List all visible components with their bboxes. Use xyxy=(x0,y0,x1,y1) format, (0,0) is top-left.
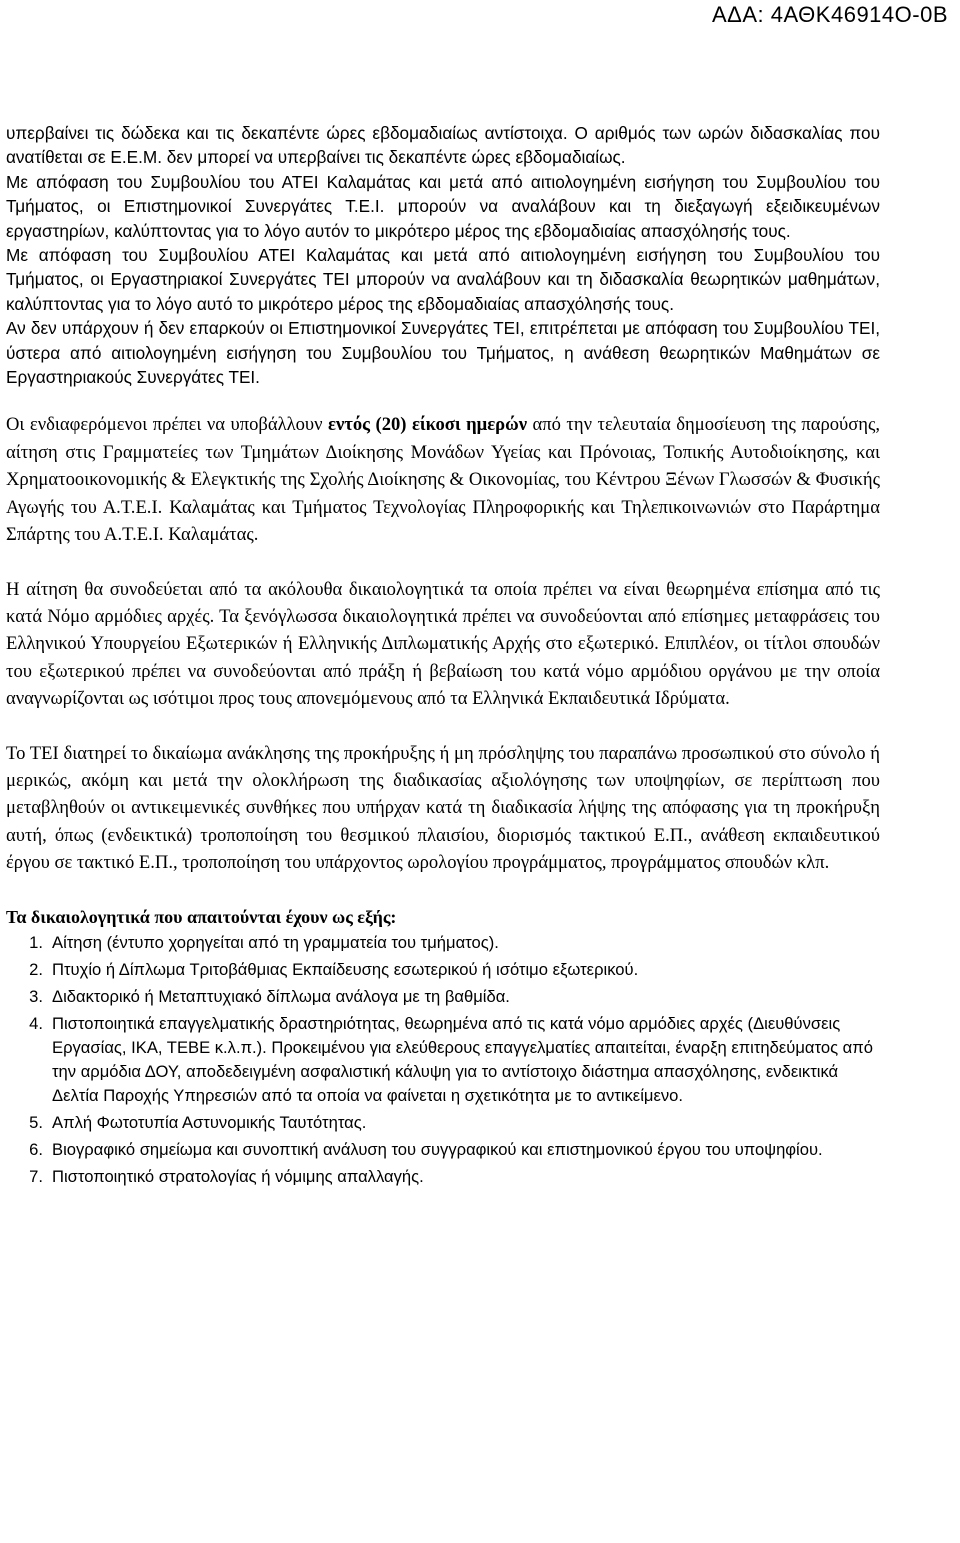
list-item-text: Πτυχίο ή Δίπλωμα Τριτοβάθμιας Εκπαίδευσης εσωτερικού ή ισότιμο εξωτερικού. xyxy=(52,959,639,979)
list-item-text: Βιογραφικό σημείωμα και συνοπτική ανάλυση του συγγραφικού και επιστημονικού έργου του υποψηφίου. xyxy=(52,1139,823,1159)
deadline-text-end: από την τελευταία δημοσίευση της παρούσης, αίτηση στις Γραμματείες των Τμημάτων Διοίκησης Μονάδων Υγείας και Πρόνοιας, Τοπικής Αυτοδιοίκησης, και Χρηματοοικονομικής & Ελεγκτικής της Σχολής Διοίκησης & Οικονομίας, του Κέντρου Ξένων Γλωσσών & Φυσικής Αγωγής του Α.Τ.Ε.Ι. Καλαμάτας και Τμήματος Τεχνολογίας Πληροφορικής και Τηλεπικοινωνιών στο Παράρτημα Σπάρτης του Α.Τ.Ε.Ι. Καλαμάτας. xyxy=(6,414,880,546)
list-item xyxy=(6,958,880,982)
paragraph-revocation-right: Το ΤΕΙ διατηρεί το δικαίωμα ανάκλησης της προκήρυξης ή μη πρόσληψης του παραπάνω προσωπικού στο σύνολο ή μερικώς, ακόμη και μετά την ολοκλήρωση της διαδικασίας αξιολόγησης των υποψηφίων, σε περίπτωση που μεταβληθούν οι αντικειμενικές συνθήκες που υπήρχαν κατά τη διαδικασία λήψης της απόφασης για τη προκήρυξη αυτή, όπως (ενδεικτικά) τροποποίηση του θεσμικού πλαισίου, διορισμός τακτικού Ε.Π., ανάθεση εκπαιδευτικού έργου σε τακτικό Ε.Π., τροποποίηση του υπάρχοντος ωρολογίου προγράμματος, προγράμματος σπουδών κλπ. xyxy=(6,742,880,874)
list-item xyxy=(6,1111,880,1135)
paragraph-documents-certification: Η αίτηση θα συνοδεύεται από τα ακόλουθα δικαιολογητικά τα οποία πρέπει να είναι θεωρημένα επίσημα από τις κατά Νόμο αρμόδιες αρχές. Τα ξενόγλωσσα δικαιολογητικά πρέπει να συνοδεύονται από επίσημες μεταφράσεις του Ελληνικού Υπουργείου Εξωτερικών ή Ελληνικής Διπλωματικής Αρχής στο εξωτερικό. Επιπλέον, οι τίτλοι σπουδών του εξωτερικού πρέπει να συνοδεύονται από πράξη ή βεβαίωση του κατά νόμο αρμόδιου οργάνου με την οποία αναγνωρίζονται ως ισότιμοι προς τους απονεμόμενους από τα Ελληνικά Εκπαιδευτικά Ιδρύματα. xyxy=(6,578,880,710)
list-item xyxy=(6,931,880,955)
list-item-number: 3. xyxy=(29,986,43,1006)
list-item-text: Αίτηση (έντυπο χορηγείται από τη γραμματεία του τμήματος). xyxy=(52,932,499,952)
paragraph-scientific-associates: Με απόφαση του Συμβουλίου του ΑΤΕΙ Καλαμάτας και μετά από αιτιολογημένη εισήγηση του Συμβουλίου του Τμήματος, οι Επιστημονικοί Συνεργάτες Τ.Ε.Ι. μπορούν να αναλάβουν και τη διεξαγωγή εξειδικευμένων εργαστηρίων, καλύπτοντας για το λόγο αυτόν το μικρότερο μέρος της εβδομαδιαίας απασχόλησής τους. xyxy=(6,171,880,241)
list-item-number: 1. xyxy=(29,932,43,952)
paragraph-application-deadline xyxy=(6,411,880,548)
paragraph-assignment: Αν δεν υπάρχουν ή δεν επαρκούν οι Επιστημονικοί Συνεργάτες ΤΕΙ, επιτρέπεται με απόφαση του Συμβουλίου ΤΕΙ, ύστερα από αιτιολογημένη εισήγηση του Συμβουλίου του Τμήματος, η ανάθεση θεωρητικών Μαθημάτων σε Εργαστηριακούς Συνεργάτες ΤΕΙ. xyxy=(6,318,880,388)
requirements-heading: Τα δικαιολογητικά που απαιτούνται έχουν ως εξής: xyxy=(6,906,397,927)
list-item-number: 7. xyxy=(29,1166,43,1186)
ada-code: ΑΔΑ: 4ΑΘΚ46914Ο-0Β xyxy=(711,2,948,27)
spacer xyxy=(6,389,880,411)
list-item-number: 4. xyxy=(29,1013,43,1033)
list-item xyxy=(6,1165,880,1189)
spacer xyxy=(6,549,880,576)
list-item-text: Πιστοποιητικό στρατολογίας ή νόμιμης απαλλαγής. xyxy=(52,1166,424,1186)
spacer xyxy=(6,713,880,740)
paragraph-hours-limit: υπερβαίνει τις δώδεκα και τις δεκαπέντε ώρες εβδομαδιαίως αντίστοιχα. Ο αριθμός των ωρών διδασκαλίας που ανατίθεται σε Ε.Ε.Μ. δεν μπορεί να υπερβαίνει τις δεκαπέντε ώρες εβδομαδιαίως. xyxy=(6,123,880,168)
list-item-text: Πιστοποιητικά επαγγελματικής δραστηριότητας, θεωρημένα από τις κατά νόμο αρμόδιες αρχές (Διευθύνσεις Εργασίας, ΙΚΑ, ΤΕΒΕ κ.λ.π.). Προκειμένου για ελεύθερους επαγγελματίες απαιτείται, έναρξη επιτηδεύματος από την αρμόδια ΔΟΥ, αποδεδειγμένη ασφαλιστική κάλυψη για το αντίστοιχο διάστημα απασχόλησης, ενδεικτικά Δελτία Παροχής Υπηρεσιών από τα οποία να φαίνεται η σχετικότητα με το αντικείμενο. xyxy=(52,1013,873,1105)
list-item-text: Διδακτορικό ή Μεταπτυχιακό δίπλωμα ανάλογα με τη βαθμίδα. xyxy=(52,986,510,1006)
list-item-number: 2. xyxy=(29,959,43,979)
deadline-text-start: Οι ενδιαφερόμενοι πρέπει να υποβάλλουν xyxy=(6,414,329,436)
list-item xyxy=(6,985,880,1009)
deadline-emphasis: εντός (20) είκοσι ημερών xyxy=(328,414,528,436)
list-item-number: 6. xyxy=(29,1139,43,1159)
list-item xyxy=(6,1012,880,1108)
list-item xyxy=(6,1138,880,1162)
list-item-number: 5. xyxy=(29,1112,43,1132)
list-item-text: Απλή Φωτοτυπία Αστυνομικής Ταυτότητας. xyxy=(52,1112,367,1132)
spacer xyxy=(6,877,880,904)
paragraph-lab-associates: Με απόφαση του Συμβουλίου ΑΤΕΙ Καλαμάτας και μετά από αιτιολογημένη εισήγηση του Συμβουλίου του Τμήματος, οι Εργαστηριακοί Συνεργάτες ΤΕΙ μπορούν να αναλάβουν και τη διδασκαλία θεωρητικών μαθημάτων, καλύπτοντας για το λόγο αυτό το μικρότερο μέρος της εβδομαδιαίας απασχόλησής τους. xyxy=(6,245,880,314)
document-body xyxy=(6,121,880,1192)
requirements-list xyxy=(6,931,880,1189)
